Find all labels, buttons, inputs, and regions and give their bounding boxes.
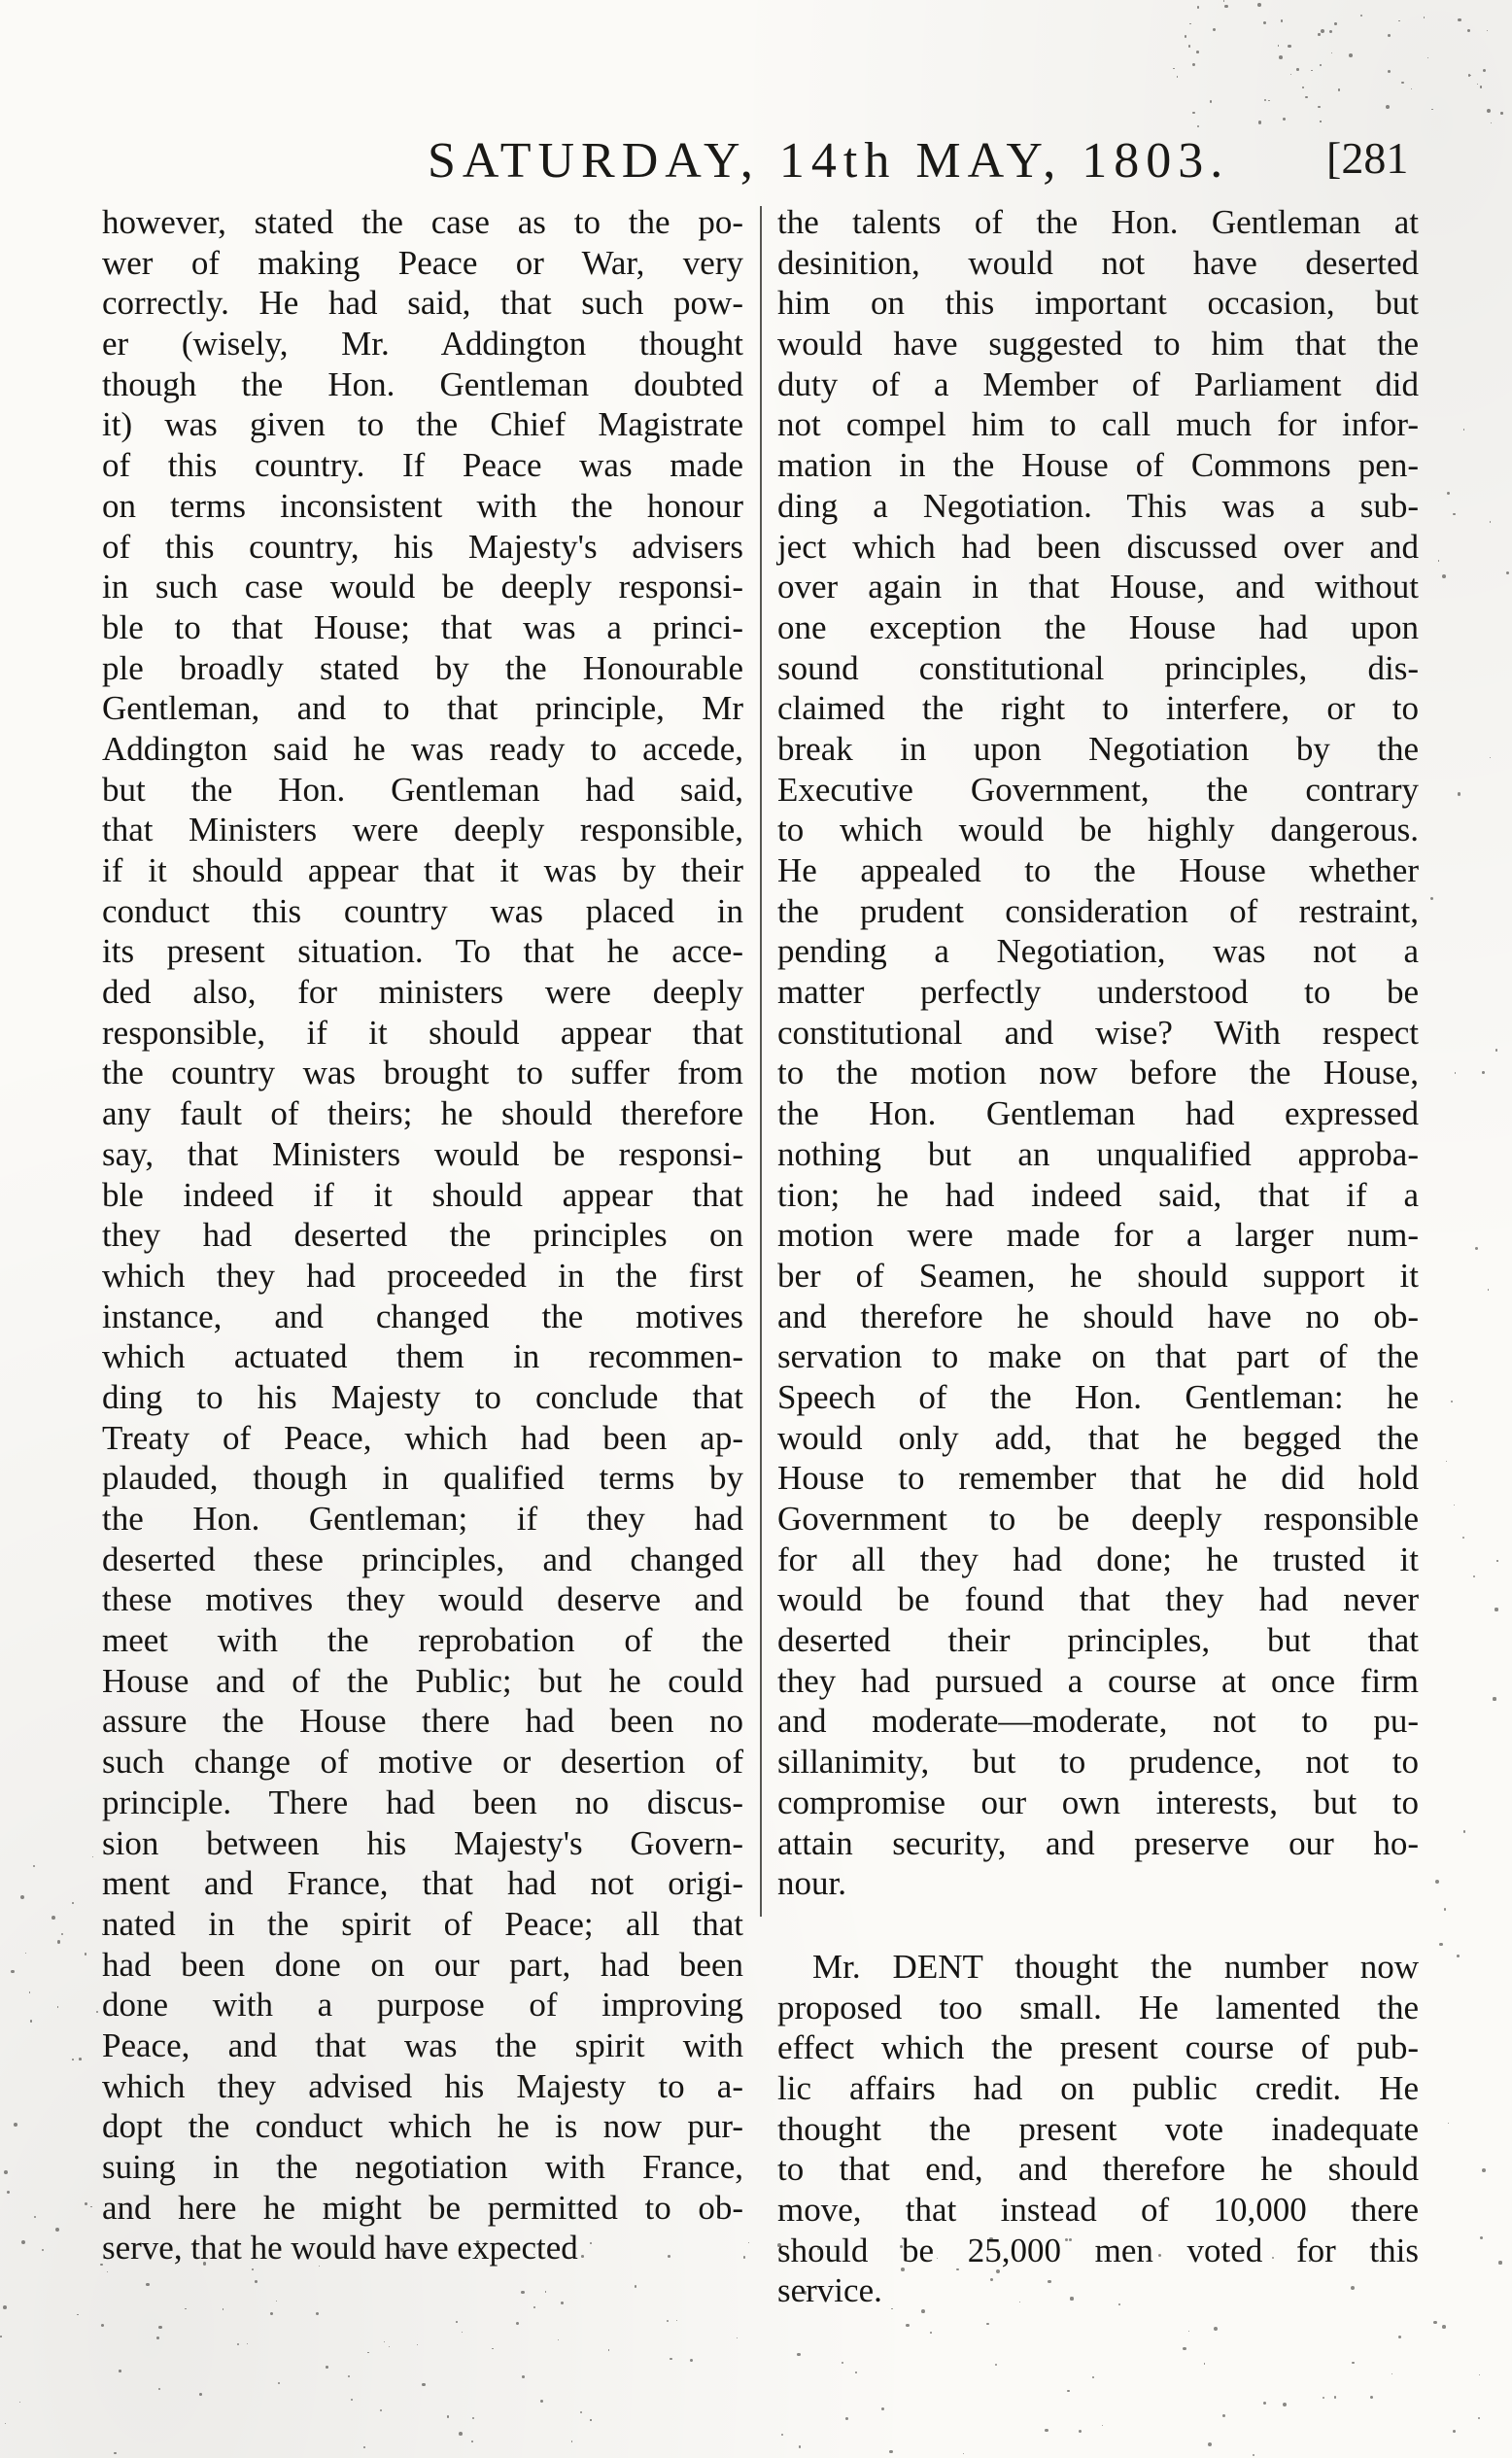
speck [1214,2327,1218,2331]
speck [1349,53,1353,57]
text-line: serve, that he would have expected [102,2229,578,2268]
text-line: on terms inconsistent with the honour [102,486,743,525]
text-line: say, that Ministers would be responsi- [102,1134,743,1173]
speck [1188,45,1190,47]
text-line: would only add, that he begged the [777,1418,1419,1457]
speck [1173,68,1174,69]
text-line: deserted these principles, and changed [102,1540,743,1578]
speck [845,2417,848,2420]
speck [521,2291,525,2295]
speck [199,2393,202,2396]
text-line: Speech of the Hon. Gentleman: he [777,1377,1419,1416]
text-line: er (wisely, Mr. Addington thought [102,325,743,364]
speck [20,1895,24,1899]
text-line: the prudent consideration of restraint, [777,891,1419,930]
speck [1455,1072,1456,1073]
speck [1442,2325,1446,2329]
text-line: ding to his Majesty to conclude that [102,1377,743,1416]
text-line: which actuated them in recommen- [102,1337,743,1376]
speck [1320,64,1322,66]
speck [252,2268,254,2270]
speck [995,2364,997,2366]
speck [1311,70,1313,72]
text-line: which they advised his Majesty to a- [102,2066,743,2105]
text-line: matter perfectly understood to be [777,973,1419,1012]
text-line: House and of the Public; but he could [102,1661,743,1700]
speck [1092,2376,1094,2378]
speck [1283,2403,1287,2406]
speck [90,2206,91,2207]
speck [1296,68,1298,70]
text-line: would have suggested to him that the [777,325,1419,364]
text-line: nated in the spirit of Peace; all that [102,1904,743,1943]
speck [1496,1560,1497,1561]
text-line: the Hon. Gentleman; if they had [102,1500,743,1538]
speck [492,2348,493,2349]
text-line: however, stated the case as to the po- [102,203,743,241]
text-line: over again in that House, and without [777,568,1419,606]
text-line: ding a Negotiation. This was a sub- [777,486,1419,525]
speck [1463,1830,1466,1833]
speck [1045,2429,1048,2433]
text-line: and moderate—moderate, not to pu- [777,1702,1419,1741]
speck [3,2305,7,2309]
speck [561,2302,564,2304]
speck [1482,2168,1486,2172]
text-line: to the motion now before the House, [777,1054,1419,1092]
text-line: He appealed to the House whether [777,851,1419,889]
text-line: move, that instead of 10,000 there [777,2191,1419,2229]
speck [1495,1608,1497,1610]
speck [1495,1049,1498,1052]
text-line: any fault of theirs; he should therefore [102,1094,743,1133]
text-line: assure the House there had been no [102,1702,743,1741]
text-line: to which would be highly dangerous. [777,811,1419,849]
text-line: attain security, and preserve our ho- [777,1823,1419,1862]
text-line: ber of Seamen, he should support it [777,1256,1419,1295]
speck [1506,571,1509,574]
text-line: instance, and changed the motives [102,1297,743,1335]
text-line: it) was given to the Chief Magistrate [102,405,743,444]
speck [1302,87,1304,88]
speck [1446,1461,1447,1462]
text-line: of this country. If Peace was made [102,446,743,485]
text-line: the Hon. Gentleman had expressed [777,1094,1419,1133]
text-line: constitutional and wise? With respect [777,1013,1419,1052]
text-line: would be found that they had never [777,1580,1419,1619]
text-line: lic affairs had on public credit. He [777,2068,1419,2107]
speck [1388,34,1391,37]
text-line: nothing but an unqualified approba- [777,1134,1419,1173]
speck [1281,19,1284,22]
text-line: servation to make on that part of the [777,1337,1419,1376]
speck [545,2291,546,2292]
speck [1457,1955,1460,1957]
speck [881,2407,884,2410]
text-line: Government to be deeply responsible [777,1500,1419,1538]
speck [1279,55,1283,59]
text-line: duty of a Member of Parliament did [777,364,1419,403]
text-line: him on this important occasion, but [777,284,1419,323]
text-line: which they had proceeded in the first [102,1256,743,1295]
speck [92,1856,93,1857]
text-line: House to remember that he did hold [777,1459,1419,1498]
right-column-part1 [777,202,1419,1904]
text-line: proposed too small. He lamented the [777,1988,1419,2026]
right-column-part2 [777,1947,1419,2311]
text-line: one exception the House had upon [777,607,1419,646]
text-line: Addington said he was ready to accede, [102,729,743,768]
text-line: its present situation. To that he acce- [102,932,743,971]
speck [389,2346,390,2347]
text-line: sound constitutional principles, dis- [777,648,1419,687]
speck [33,1865,35,1867]
speck [1288,45,1290,48]
speck [7,2191,10,2194]
text-line: such change of motive or desertion of [102,1743,743,1782]
text-line: motion were made for a larger num- [777,1216,1419,1255]
text-line: break in upon Negotiation by the [777,729,1419,768]
speck [1500,112,1502,114]
text-line: the country was brought to suffer from [102,1054,743,1092]
text-line: Executive Government, the contrary [777,770,1419,809]
speck [384,2341,385,2342]
speck [1386,105,1390,109]
text-line: Mr. DENT thought the number now [812,1947,1419,1986]
speck [14,2123,17,2127]
speck [1439,1943,1442,1946]
speck [889,2450,892,2453]
text-line: the talents of the Hon. Gentleman at [777,203,1419,241]
speck [1208,2442,1212,2446]
text-line: but the Hon. Gentleman had said, [102,770,743,809]
text-line: ject which had been discussed over and [777,527,1419,566]
speck [72,2059,74,2060]
text-line: of this country, his Majesty's advisers [102,527,743,566]
text-line: had been done on our part, had been [102,1945,743,1984]
speck [1196,51,1199,53]
text-line: not compel him to call much for infor- [777,405,1419,444]
speck [25,1953,26,1954]
paragraph-gap [777,1904,1419,1947]
speck [156,2337,159,2339]
text-line: principle. There had been no discus- [102,1783,743,1821]
text-line: ment and France, that had not origi- [102,1864,743,1903]
speck [0,2336,2,2337]
speck [119,2370,121,2372]
text-line: Treaty of Peace, which had been ap- [102,1418,743,1457]
text-line: and here he might be permitted to ob- [102,2188,743,2227]
speck [72,1902,74,1904]
text-line: service. [777,2271,882,2310]
speck [114,2452,116,2454]
speck [96,2011,98,2013]
speck [351,2399,353,2401]
speck [1321,29,1324,33]
text-line: and therefore he should have no ob- [777,1297,1419,1335]
text-line: deserted their principles, but that [777,1621,1419,1660]
text-line: effect which the present course of pub- [777,2028,1419,2067]
text-line: nour. [777,1864,846,1903]
speck [1223,0,1224,1]
text-line: mation in the House of Commons pen- [777,446,1419,485]
speck [1442,574,1446,578]
speck [1334,22,1337,25]
speck [1467,29,1470,32]
speck [456,2321,458,2323]
speck [79,2058,82,2060]
speck [57,2006,59,2008]
speck [1482,1071,1485,1074]
text-line: these motives they would deserve and [102,1580,743,1619]
text-line: sillanimity, but to prudence, not to [777,1743,1419,1782]
speck [1462,1537,1464,1539]
speck [4,2170,8,2174]
speck [522,2375,525,2378]
page-header [0,132,1512,200]
text-line: meet with the reprobation of the [102,1621,743,1660]
text-line: ded also, for ministers were deeply [102,973,743,1012]
text-line: to that end, and therefore he should [777,2150,1419,2189]
text-line: conduct this country was placed in [102,891,743,930]
text-line: done with a purpose of improving [102,1986,743,2025]
speck [635,2285,636,2287]
text-line: thought the present vote inadequate [777,2109,1419,2148]
speck [1480,86,1482,87]
speck [797,2353,800,2356]
running-head: SATURDAY, 14th MAY, 1803. [428,133,1230,189]
speck [471,2441,473,2442]
text-line: for all they had done; he trusted it [777,1540,1419,1578]
speck [422,2383,425,2386]
speck [1192,63,1195,66]
speck [799,2445,802,2448]
text-line: that Ministers were deeply responsible, [102,811,743,849]
text-line: ble indeed if it should appear that [102,1175,743,1214]
speck [1470,75,1471,76]
speck [237,2343,239,2345]
speck [842,2362,843,2364]
text-line: plauded, though in qualified terms by [102,1459,743,1498]
speck [930,2332,932,2334]
speck [590,2419,591,2420]
text-line: they had deserted the principles on [102,1216,743,1255]
speck [1493,1697,1495,1700]
speck [1468,74,1470,76]
text-line: they had pursued a course at once firm [777,1661,1419,1700]
text-line: claimed the right to interfere, or to [777,689,1419,728]
text-line: wer of making Peace or War, very [102,243,743,282]
left-column [102,202,743,2268]
speck [1318,33,1320,35]
text-line: ple broadly stated by the Honourable [102,648,743,687]
speck [1183,2347,1186,2350]
text-line: Peace, and that was the spirit with [102,2025,743,2064]
text-line: sion between his Majesty's Govern- [102,1823,743,1862]
speck [1498,2261,1501,2264]
right-column [777,202,1419,2311]
speck [1224,5,1227,8]
speck [748,2242,749,2243]
speck [363,2446,365,2448]
column-divider [760,206,762,1917]
text-line: if it should appear that it was by their [102,851,743,889]
speck [1185,35,1186,37]
speck [1433,2321,1437,2325]
text-line: in such case would be deeply responsi- [102,568,743,606]
speck [42,2249,44,2251]
text-line: compromise our own interests, but to [777,1783,1419,1821]
speck [1192,112,1194,114]
text-line: tion; he had indeed said, that if a [777,1175,1419,1214]
text-line: suing in the negotiation with France, [102,2148,743,2186]
text-line: desinition, would not have deserted [777,243,1419,282]
speck [1210,100,1212,102]
text-line: dopt the conduct which he is now pur- [102,2107,743,2146]
text-line: though the Hon. Gentleman doubted [102,364,743,403]
speck [1204,2363,1206,2365]
speck [52,1916,55,1920]
text-line: pending a Negotiation, was not a [777,932,1419,971]
text-line: should be 25,000 men voted for this [777,2231,1419,2269]
speck [690,2359,693,2362]
speck [1453,513,1456,516]
speck [1257,3,1261,7]
speck [855,2371,857,2373]
text-line: responsible, if it should appear that [102,1013,743,1052]
speck [1258,121,1261,123]
text-line: ble to that House; that was a princi- [102,607,743,646]
text-line: correctly. He had said, that such pow- [102,284,743,323]
text-line: Gentleman, and to that principle, Mr [102,689,743,728]
page-number: [281 [1326,133,1409,183]
speck [1487,109,1491,113]
speck [1478,2417,1480,2419]
speck [986,2323,989,2326]
speck [326,2366,328,2369]
